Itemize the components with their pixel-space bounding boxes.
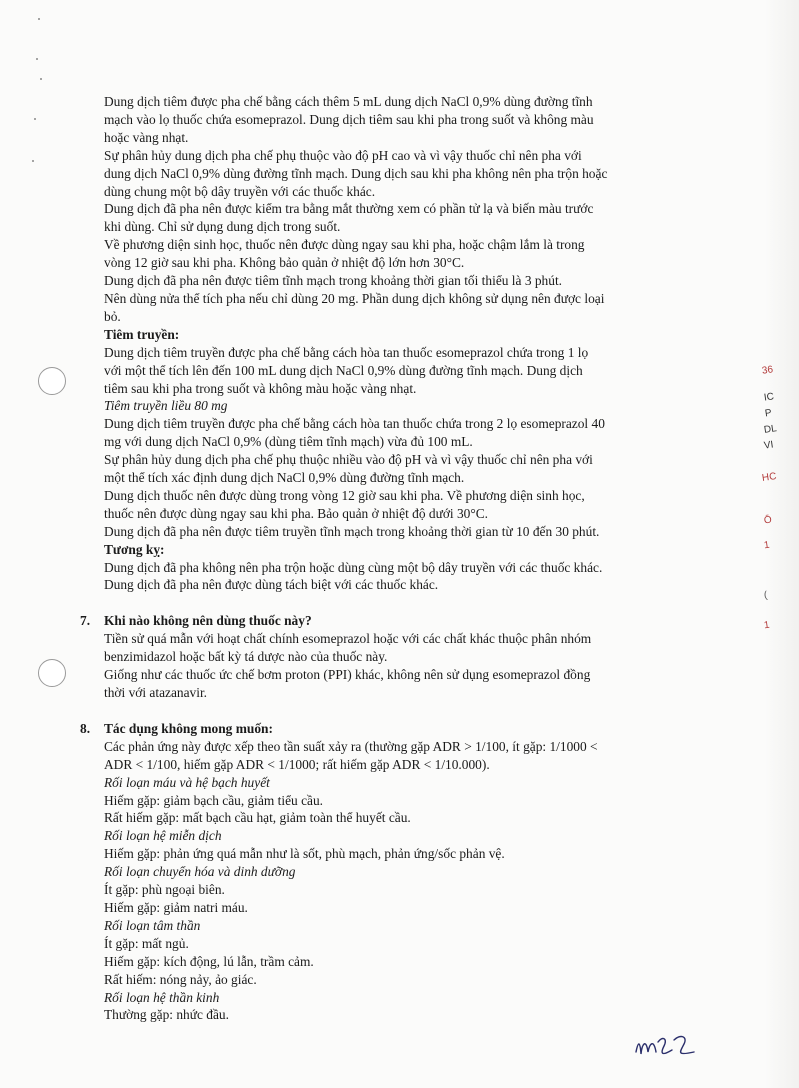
paragraph-ph-degradation: Sự phân hủy dung dịch pha chế phụ thuộc vào độ pH cao và vì vậy thuốc chỉ nên pha với dung dịch NaCl 0,9% dùng đường tĩnh mạch. Dung dịch sau khi pha không nên pha trộn hoặc dùng chung một bộ dây truyền với các thuốc khác.	[104, 147, 608, 199]
paragraph-frequency-intro: Các phản ứng này được xếp theo tần suất xảy ra (thường gặp ADR > 1/100, ít gặp: 1/1000 < ADR < 1/100, hiếm gặp ADR < 1/1000; rất hiếm gặp ADR < 1/10.000).	[104, 738, 598, 772]
list-item: Hiếm gặp: giảm bạch cầu, giảm tiểu cầu.	[104, 792, 324, 808]
category-blood: Rối loạn máu và hệ bạch huyết	[104, 774, 270, 790]
section-number: 8.	[80, 720, 91, 736]
scan-speck	[34, 118, 36, 120]
list-item: Ít gặp: mất ngủ.	[104, 935, 189, 951]
scan-speck	[32, 160, 34, 162]
list-item: Rất hiếm gặp: mất bạch cầu hạt, giảm toàn thể huyết cầu.	[104, 810, 411, 826]
paragraph-atazanavir: Giống như các thuốc ức chế bơm proton (PPI) khác, không nên sử dụng esomeprazol đồng thời với atazanavir.	[104, 667, 591, 700]
edge-stamp-fragment: Ō	[763, 514, 773, 527]
category-metabolic: Rối loạn chuyển hóa và dinh dưỡng	[104, 864, 296, 880]
section-adverse-effects	[80, 720, 684, 1024]
list-item: Hiếm gặp: kích động, lú lẫn, trầm cảm.	[104, 953, 314, 969]
section-contraindications	[80, 612, 684, 702]
edge-stamp-fragment: 36	[761, 364, 774, 377]
edge-stamp-fragment: (	[763, 589, 769, 602]
list-item: Ít gặp: phù ngoại biên.	[104, 882, 225, 898]
paragraph-visual-inspection: Dung dịch đã pha nên được kiểm tra bằng mắt thường xem có phần tử lạ và biến màu trước khi dùng. Chỉ sử dụng dung dịch trong suốt.	[104, 201, 594, 235]
paragraph-infusion-prep: Dung dịch tiêm truyền được pha chế bằng cách hòa tan thuốc esomeprazol chứa trong 1 lọ với một thể tích lên đến 100 mL dung dịch NaCl 0,9% dùng đường tĩnh mạch. Dung dịch tiêm sau khi pha trong suốt và không màu hoặc vàng nhạt.	[104, 344, 589, 396]
punch-hole	[38, 659, 66, 687]
scan-speck	[36, 58, 38, 60]
heading-incompatibility: Tương kỵ:	[104, 541, 165, 557]
scan-speck	[40, 78, 42, 80]
section-title: Tác dụng không mong muốn:	[104, 720, 273, 736]
section-heading	[80, 612, 684, 630]
paragraph-infusion-storage: Dung dịch thuốc nên được dùng trong vòng 12 giờ sau khi pha. Về phương diện sinh học, thuốc nên được dùng ngay sau khi pha. Bảo quản ở nhiệt độ dưới 30°C.	[104, 487, 585, 521]
edge-stamp-fragment: IC	[763, 391, 775, 404]
paragraph-hypersensitivity: Tiền sử quá mẫn với hoạt chất chính esomeprazol hoặc với các chất khác thuộc phân nhóm benzimidazol hoặc bất kỳ tá dược nào của thuốc này.	[104, 631, 592, 665]
paragraph-storage: Về phương diện sinh học, thuốc nên được dùng ngay sau khi pha, hoặc chậm lắm là trong vòng 12 giờ sau khi pha. Không bảo quản ở nhiệt độ lớn hơn 30°C.	[104, 237, 585, 271]
section-heading	[80, 720, 684, 738]
category-immune: Rối loạn hệ miễn dịch	[104, 828, 222, 844]
punch-hole	[38, 367, 66, 395]
paragraph-injection-time: Dung dịch đã pha nên được tiêm tĩnh mạch trong khoảng thời gian tối thiểu là 3 phút.	[104, 273, 563, 289]
paragraph-infusion-80mg: Dung dịch tiêm truyền được pha chế bằng cách hòa tan thuốc chứa trong 2 lọ esomeprazol 40 mg với dung dịch NaCl 0,9% (dùng tiêm tĩnh mạch) vừa đủ 100 mL.	[104, 416, 605, 450]
paragraph-infusion-ph: Sự phân hủy dung dịch pha chế phụ thuộc nhiều vào độ pH và vì vậy thuốc chỉ nên pha với một thể tích xác định dung dịch NaCl 0,9% dùng đường tĩnh mạch.	[104, 452, 593, 486]
section-title: Khi nào không nên dùng thuốc này?	[104, 613, 312, 629]
edge-stamp-fragment: 1	[763, 619, 771, 632]
paragraph-incompatibility: Dung dịch đã pha không nên pha trộn hoặc dùng cùng một bộ dây truyền với các thuốc khác. Dung dịch đã pha nên được dùng tách biệt với các thuốc khác.	[104, 559, 603, 593]
list-item: Thường gặp: nhức đầu.	[104, 1007, 229, 1023]
subheading-infusion-80mg: Tiêm truyền liều 80 mg	[104, 398, 228, 414]
paragraph-half-volume: Nên dùng nửa thể tích pha nếu chỉ dùng 20 mg. Phần dung dịch không sử dụng nên được loại bỏ.	[104, 290, 605, 324]
handwritten-page-mark-signature	[632, 1030, 702, 1064]
category-nervous: Rối loạn hệ thần kinh	[104, 989, 220, 1005]
category-psychiatric: Rối loạn tâm thần	[104, 917, 201, 933]
edge-stamp-fragment: DL	[763, 423, 778, 436]
heading-infusion: Tiêm truyền:	[104, 326, 180, 342]
edge-stamp-fragment: VI	[763, 439, 775, 452]
edge-stamp-fragment: HC	[761, 471, 778, 484]
edge-stamp-fragment: 1	[763, 539, 771, 552]
document-body	[80, 93, 684, 1024]
paragraph-reconstitution: Dung dịch tiêm được pha chế bằng cách thêm 5 mL dung dịch NaCl 0,9% dùng đường tĩnh mạch vào lọ thuốc chứa esomeprazol. Dung dịch tiêm sau khi pha trong suốt và không màu hoặc vàng nhạt.	[104, 94, 594, 145]
section-number: 7.	[80, 613, 91, 629]
paragraph-infusion-duration: Dung dịch đã pha nên được tiêm truyền tĩnh mạch trong khoảng thời gian từ 10 đến 30 phút.	[104, 523, 600, 539]
page-right-edge	[765, 0, 799, 1088]
scan-speck	[38, 18, 40, 20]
list-item: Hiếm gặp: phản ứng quá mẫn như là sốt, phù mạch, phản ứng/sốc phản vệ.	[104, 846, 505, 862]
list-item: Rất hiếm: nóng nảy, ảo giác.	[104, 971, 257, 987]
list-item: Hiếm gặp: giảm natri máu.	[104, 899, 248, 915]
edge-stamp-fragment: P	[764, 407, 773, 420]
